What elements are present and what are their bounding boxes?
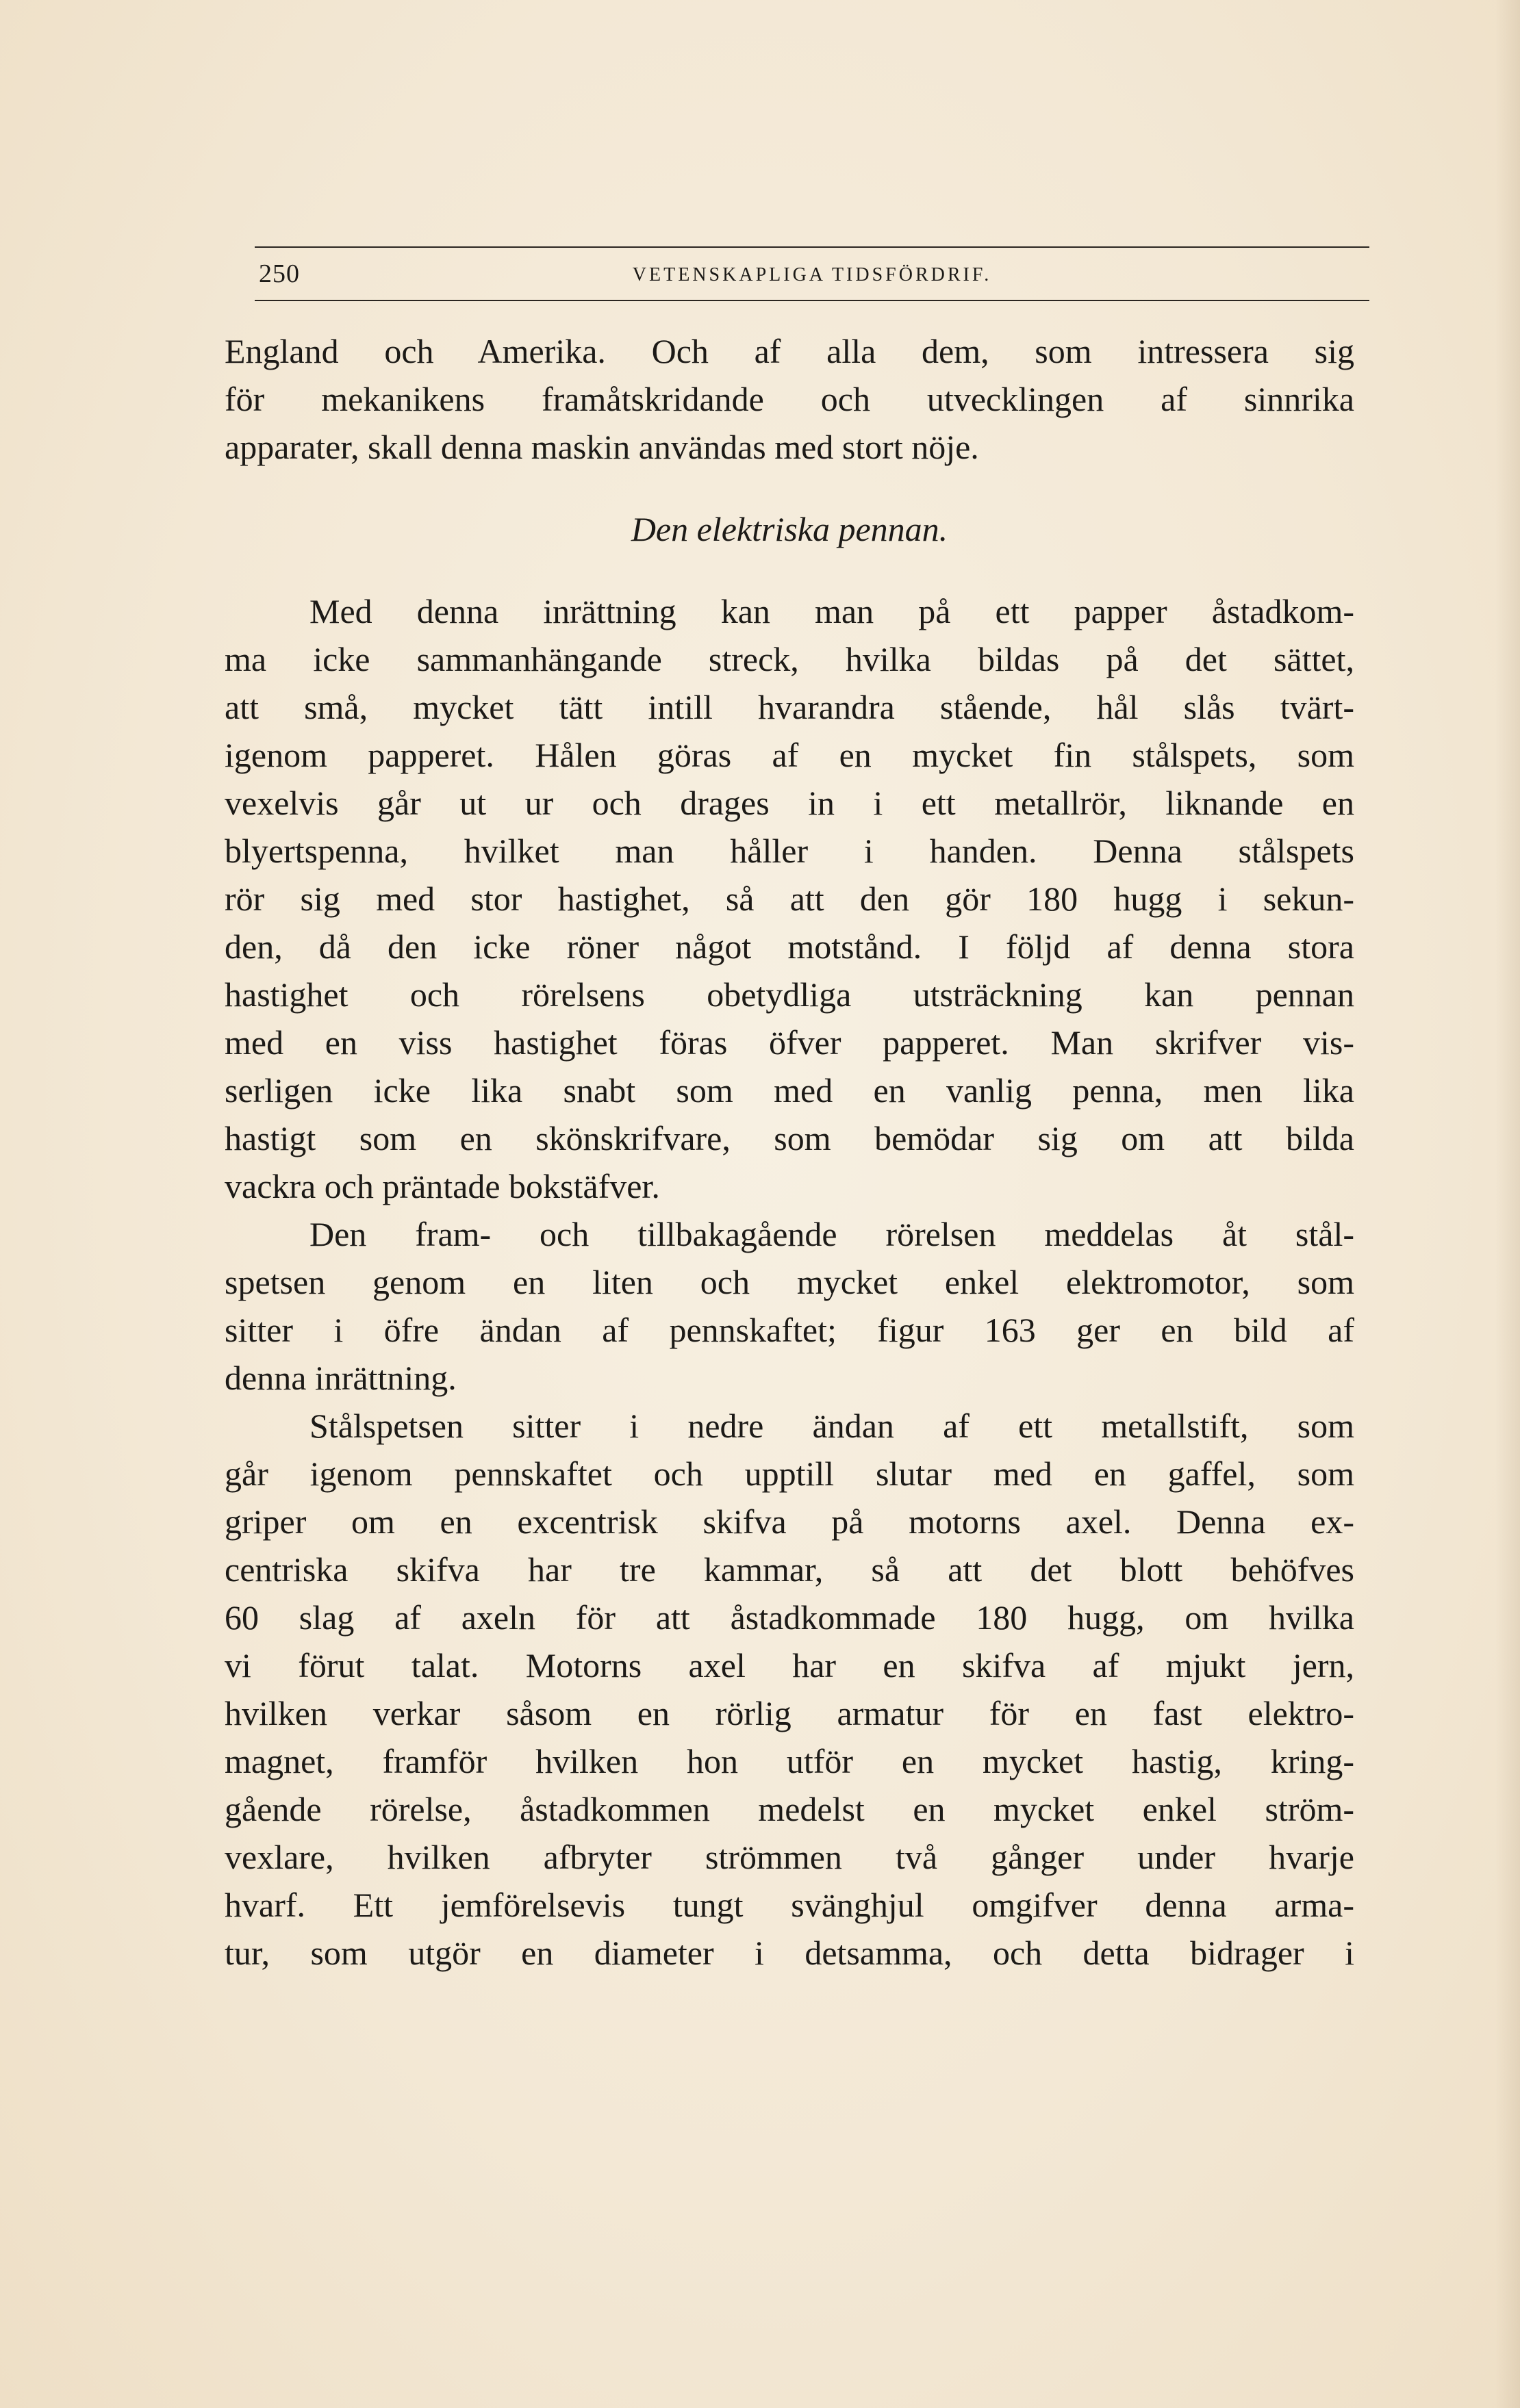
- text-line: att små, mycket tätt intill hvarandra stående, hål slås tvärt-: [225, 688, 1354, 726]
- paragraph: [225, 327, 1354, 471]
- header-bottom-rule: [255, 300, 1369, 301]
- text-line: igenom papperet. Hålen göras af en mycket fin stålspets, som: [225, 736, 1354, 774]
- text-line: centriska skifva har tre kammar, så att det blott behöfves: [225, 1550, 1354, 1589]
- header-top-rule: [255, 246, 1369, 248]
- text-line: apparater, skall denna maskin användas med stort nöje.: [225, 428, 979, 466]
- text-line: gående rörelse, åstadkommen medelst en mycket enkel ström-: [225, 1790, 1354, 1828]
- section-title: Den elektriska pennan.: [631, 510, 948, 548]
- text-line: hvilken verkar såsom en rörlig armatur för en fast elektro-: [225, 1694, 1354, 1732]
- paragraph: [225, 587, 1354, 1210]
- text-line: den, då den icke röner något motstånd. I följd af denna stora: [225, 927, 1354, 966]
- text-line: hastighet och rörelsens obetydliga utsträckning kan pennan: [225, 975, 1354, 1014]
- paragraph: [225, 1210, 1354, 1402]
- text-line: hastigt som en skönskrifvare, som bemödar sig om att bilda: [225, 1119, 1354, 1157]
- text-line: ma icke sammanhängande streck, hvilka bildas på det sättet,: [225, 640, 1354, 678]
- text-line: griper om en excentrisk skifva på motorns axel. Denna ex-: [225, 1502, 1354, 1541]
- page-number: 250: [259, 259, 300, 288]
- text-line: vackra och präntade bokstäfver.: [225, 1167, 660, 1205]
- text-line: Den fram- och tillbakagående rörelsen meddelas åt stål-: [309, 1215, 1354, 1253]
- text-line: tur, som utgör en diameter i detsamma, och detta bidrager i: [225, 1934, 1354, 1972]
- text-line: blyertspenna, hvilket man håller i handen. Denna stålspets: [225, 832, 1354, 870]
- text-line: går igenom pennskaftet och upptill slutar med en gaffel, som: [225, 1455, 1354, 1493]
- running-head: VETENSKAPLIGA TIDSFÖRDRIF.: [632, 264, 992, 285]
- page-header: [255, 246, 1369, 301]
- text-line: spetsen genom en liten och mycket enkel elektromotor, som: [225, 1263, 1354, 1301]
- body-text: [225, 327, 1354, 1977]
- text-line: vi förut talat. Motorns axel har en skifva af mjukt jern,: [225, 1646, 1354, 1685]
- text-line: Stålspetsen sitter i nedre ändan af ett metallstift, som: [309, 1407, 1354, 1445]
- text-line: vexlare, hvilken afbryter strömmen två gånger under hvarje: [225, 1838, 1354, 1876]
- text-line: Med denna inrättning kan man på ett papper åstadkom-: [309, 592, 1354, 630]
- text-line: vexelvis går ut ur och drages in i ett metallrör, liknande en: [225, 784, 1354, 822]
- section-gap: [225, 553, 1354, 587]
- text-line: England och Amerika. Och af alla dem, som intressera sig: [225, 332, 1354, 370]
- paragraph: [225, 1402, 1354, 1977]
- text-line: 60 slag af axeln för att åstadkommade 180 hugg, om hvilka: [225, 1598, 1354, 1637]
- text-line: denna inrättning.: [225, 1359, 457, 1397]
- text-line: serligen icke lika snabt som med en vanlig penna, men lika: [225, 1071, 1354, 1110]
- section-gap: [225, 471, 1354, 505]
- text-line: magnet, framför hvilken hon utför en mycket hastig, kring-: [225, 1742, 1354, 1780]
- text-line: hvarf. Ett jemförelsevis tungt svänghjul omgifver denna arma-: [225, 1886, 1354, 1924]
- text-line: rör sig med stor hastighet, så att den gör 180 hugg i sekun-: [225, 880, 1354, 918]
- text-line: sitter i öfre ändan af pennskaftet; figur 163 ger en bild af: [225, 1311, 1354, 1349]
- text-line: för mekanikens framåtskridande och utvecklingen af sinnrika: [225, 380, 1354, 418]
- text-line: med en viss hastighet föras öfver papperet. Man skrifver vis-: [225, 1023, 1354, 1062]
